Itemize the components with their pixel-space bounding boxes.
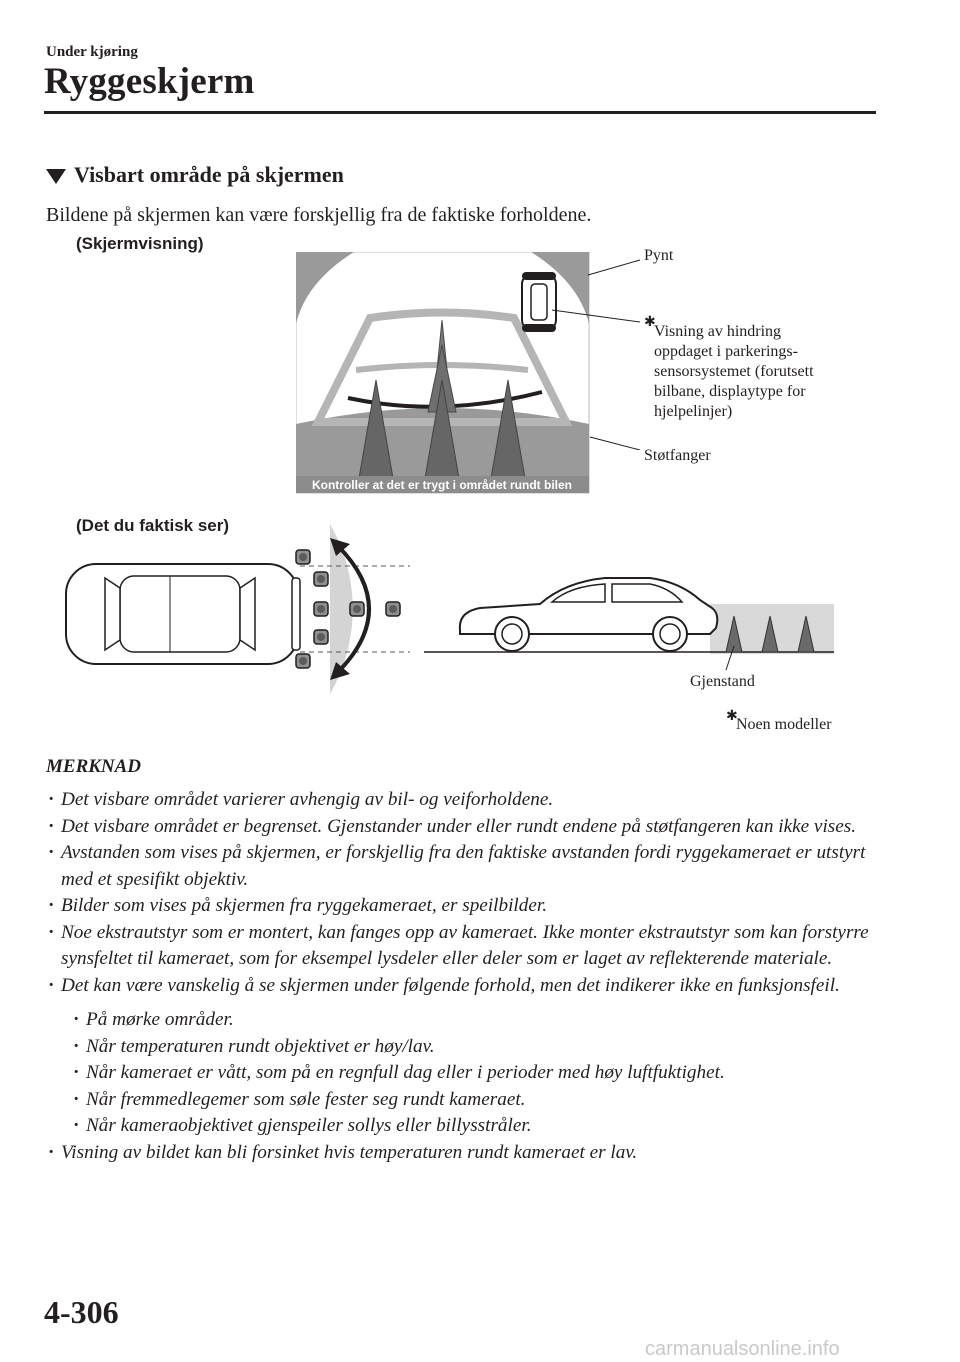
callout-obstacle-line: hjelpelinjer) bbox=[654, 403, 733, 420]
car-side-view bbox=[460, 578, 718, 651]
sub-note-item: · Når kameraet er vått, som på en regnfull dag eller i perioder med høy luftfuktighet. bbox=[71, 1060, 876, 1087]
screen-banner-text: Kontroller at det er trygt i området rundt bilen bbox=[311, 478, 573, 492]
note-item: · Det visbare området varierer avhengig av bil- og veiforholdene. bbox=[46, 787, 876, 814]
section-heading-text: Visbart område på skjermen bbox=[74, 162, 344, 187]
asterisk-icon: ✱ bbox=[726, 709, 738, 724]
callout-trim: Pynt bbox=[644, 247, 674, 264]
section-heading bbox=[46, 162, 344, 188]
callout-object: Gjenstand bbox=[690, 673, 755, 690]
notes-list bbox=[46, 787, 876, 1166]
callout-obstacle-line: sensorsystemet (forutsett bbox=[654, 363, 814, 380]
callout-obstacle-line: oppdaget i parkerings- bbox=[654, 343, 798, 360]
page-title: Ryggeskjerm bbox=[44, 61, 255, 102]
actual-view-label: (Det du faktisk ser) bbox=[76, 516, 230, 535]
note-item: · Visning av bildet kan bli forsinket hvis temperaturen rundt kameraet er lav. bbox=[46, 1140, 876, 1167]
note-title: MERKNAD bbox=[46, 756, 142, 777]
intro-paragraph: Bildene på skjermen kan være forskjellig fra de faktiske forholdene. bbox=[46, 204, 592, 226]
side-view-illustration bbox=[420, 570, 840, 670]
note-item: · Det visbare området er begrenset. Gjenstander under eller rundt endene på støtfangeren kan ikke vises. bbox=[46, 814, 876, 841]
callout-bumper: Støtfanger bbox=[644, 447, 711, 464]
callout-obstacle-line: bilbane, displaytype for bbox=[654, 383, 806, 400]
sub-note-item: · På mørke områder. bbox=[71, 1007, 876, 1034]
watermark: carmanualsonline.info bbox=[645, 1338, 840, 1360]
sub-note-item: · Når kameraobjektivet gjenspeiler sollys eller billysstråler. bbox=[71, 1113, 876, 1140]
triangle-down-icon bbox=[46, 169, 66, 184]
note-item: · Avstanden som vises på skjermen, er forskjellig fra den faktiske avstanden fordi ryggekameraet er utstyrt med et spesifikt objektiv. bbox=[46, 840, 876, 893]
footnote-text: Noen modeller bbox=[736, 716, 832, 733]
car-top-view bbox=[66, 564, 300, 664]
section-label: Under kjøring bbox=[46, 44, 138, 60]
note-item: · Bilder som vises på skjermen fra ryggekameraet, er speilbilder. bbox=[46, 893, 876, 920]
asterisk-icon: ✱ bbox=[644, 315, 656, 330]
callout-obstacle bbox=[654, 322, 814, 422]
title-divider bbox=[44, 111, 876, 114]
screen-view-label: (Skjermvisning) bbox=[76, 234, 204, 253]
top-view-illustration bbox=[60, 518, 416, 698]
callout-obstacle-line: Visning av hindring bbox=[654, 323, 782, 340]
note-item: · Noe ekstrautstyr som er montert, kan fanges opp av kameraet. Ikke monter ekstrautstyr som kan forstyrre synsfeltet til kameraet, som for eksempel lysdeler eller deler som er laget av reflekterende materiale. bbox=[46, 920, 876, 973]
note-item: · Det kan være vanskelig å se skjermen under følgende forhold, men det indikerer ikke en funksjonsfeil. bbox=[46, 973, 876, 1000]
sub-note-item: · Når temperaturen rundt objektivet er høy/lav. bbox=[71, 1034, 876, 1061]
sub-note-item: · Når fremmedlegemer som søle fester seg rundt kameraet. bbox=[71, 1087, 876, 1114]
page-number: 4-306 bbox=[44, 1294, 119, 1330]
screen-callout-leaders bbox=[540, 250, 650, 450]
